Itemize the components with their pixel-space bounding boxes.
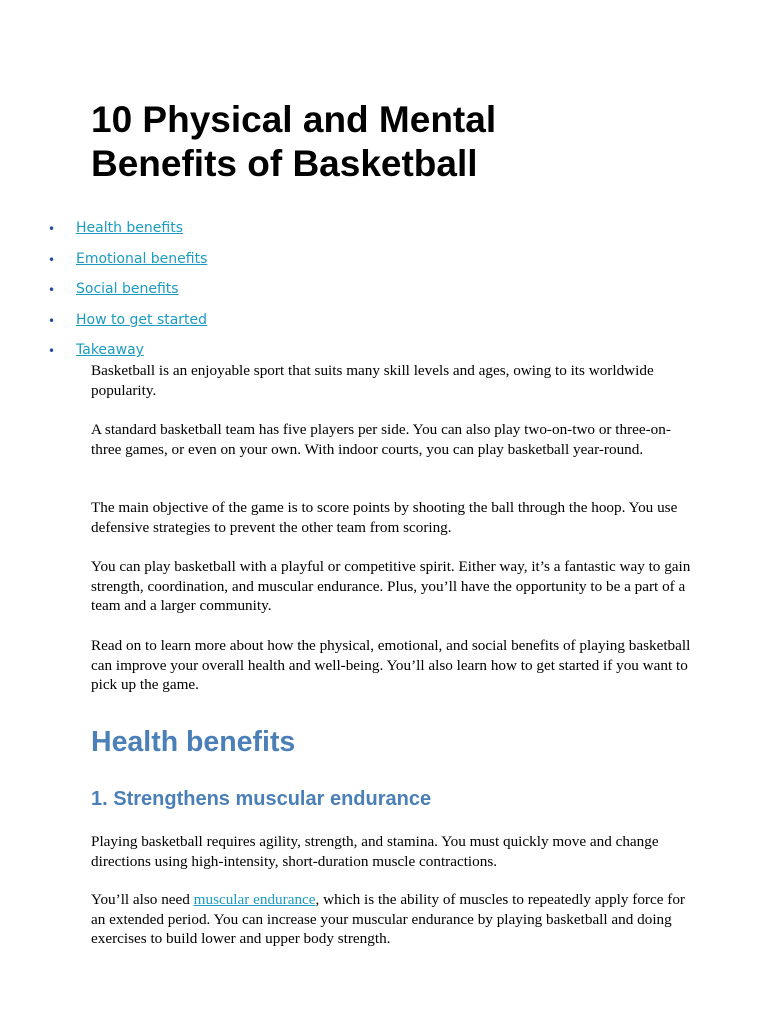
intro-paragraph-1: Basketball is an enjoyable sport that suits many skill levels and ages, owing to its worldwide popularity. xyxy=(91,362,654,399)
muscular-endurance-paragraph-1: Playing basketball requires agility, strength, and stamina. You must quickly move and change directions using high-intensity, short-duration muscle contractions. xyxy=(91,833,659,870)
bullet-icon: • xyxy=(48,252,56,267)
toc-link-social-benefits[interactable]: Social benefits xyxy=(76,281,179,297)
toc-link-takeaway[interactable]: Takeaway xyxy=(76,342,144,358)
toc-link-how-to-get-started[interactable]: How to get started xyxy=(76,311,208,328)
intro-paragraph-4: You can play basketball with a playful or competitive spirit. Either way, it’s a fantastic way to gain strength, coordination, and muscular endurance. Plus, you’ll have the opportunity to be a part of a team and a larger community. xyxy=(91,558,691,615)
section-heading-health-benefits: Health benefits xyxy=(91,726,296,758)
bullet-icon: • xyxy=(48,283,56,297)
table-of-contents xyxy=(44,217,207,370)
article-title-line-1: 10 Physical and Mental xyxy=(91,99,497,140)
article-title xyxy=(91,98,711,186)
muscular-endurance-paragraph-2 xyxy=(91,890,691,949)
intro-paragraph-3: The main objective of the game is to score points by shooting the ball through the hoop. You use defensive strategies to prevent the other team from scoring. xyxy=(91,499,678,536)
bullet-icon: • xyxy=(48,222,56,236)
paragraph-text-before-link: You’ll also need xyxy=(91,891,194,908)
toc-item-health-benefits xyxy=(44,217,207,248)
toc-item-how-to-get-started xyxy=(44,309,207,340)
muscular-endurance-link[interactable]: muscular endurance xyxy=(193,891,316,908)
toc-item-emotional-benefits xyxy=(44,248,207,279)
toc-link-health-benefits[interactable]: Health benefits xyxy=(76,220,184,236)
intro-paragraph-5: Read on to learn more about how the physical, emotional, and social benefits of playing basketball can improve your overall health and well-being. You’ll also learn how to get started if you want to pick up the game. xyxy=(91,637,691,694)
paragraph-text-after-link: , which is the ability of muscles to repeatedly apply force for an extended period. You can increase your muscular endurance by playing basketball and doing exercises to build lower and upper body strength. xyxy=(91,891,685,948)
toc-item-social-benefits xyxy=(44,278,207,309)
article-title-line-2: Benefits of Basketball xyxy=(91,143,478,184)
bullet-icon: • xyxy=(48,344,56,358)
toc-link-emotional-benefits[interactable]: Emotional benefits xyxy=(76,250,208,267)
subsection-heading-muscular-endurance: 1. Strengthens muscular endurance xyxy=(91,788,432,810)
bullet-icon: • xyxy=(48,313,56,328)
intro-paragraph-2: A standard basketball team has five players per side. You can also play two-on-two or three-on-three games, or even on your own. With indoor courts, you can play basketball year-round. xyxy=(91,421,671,458)
